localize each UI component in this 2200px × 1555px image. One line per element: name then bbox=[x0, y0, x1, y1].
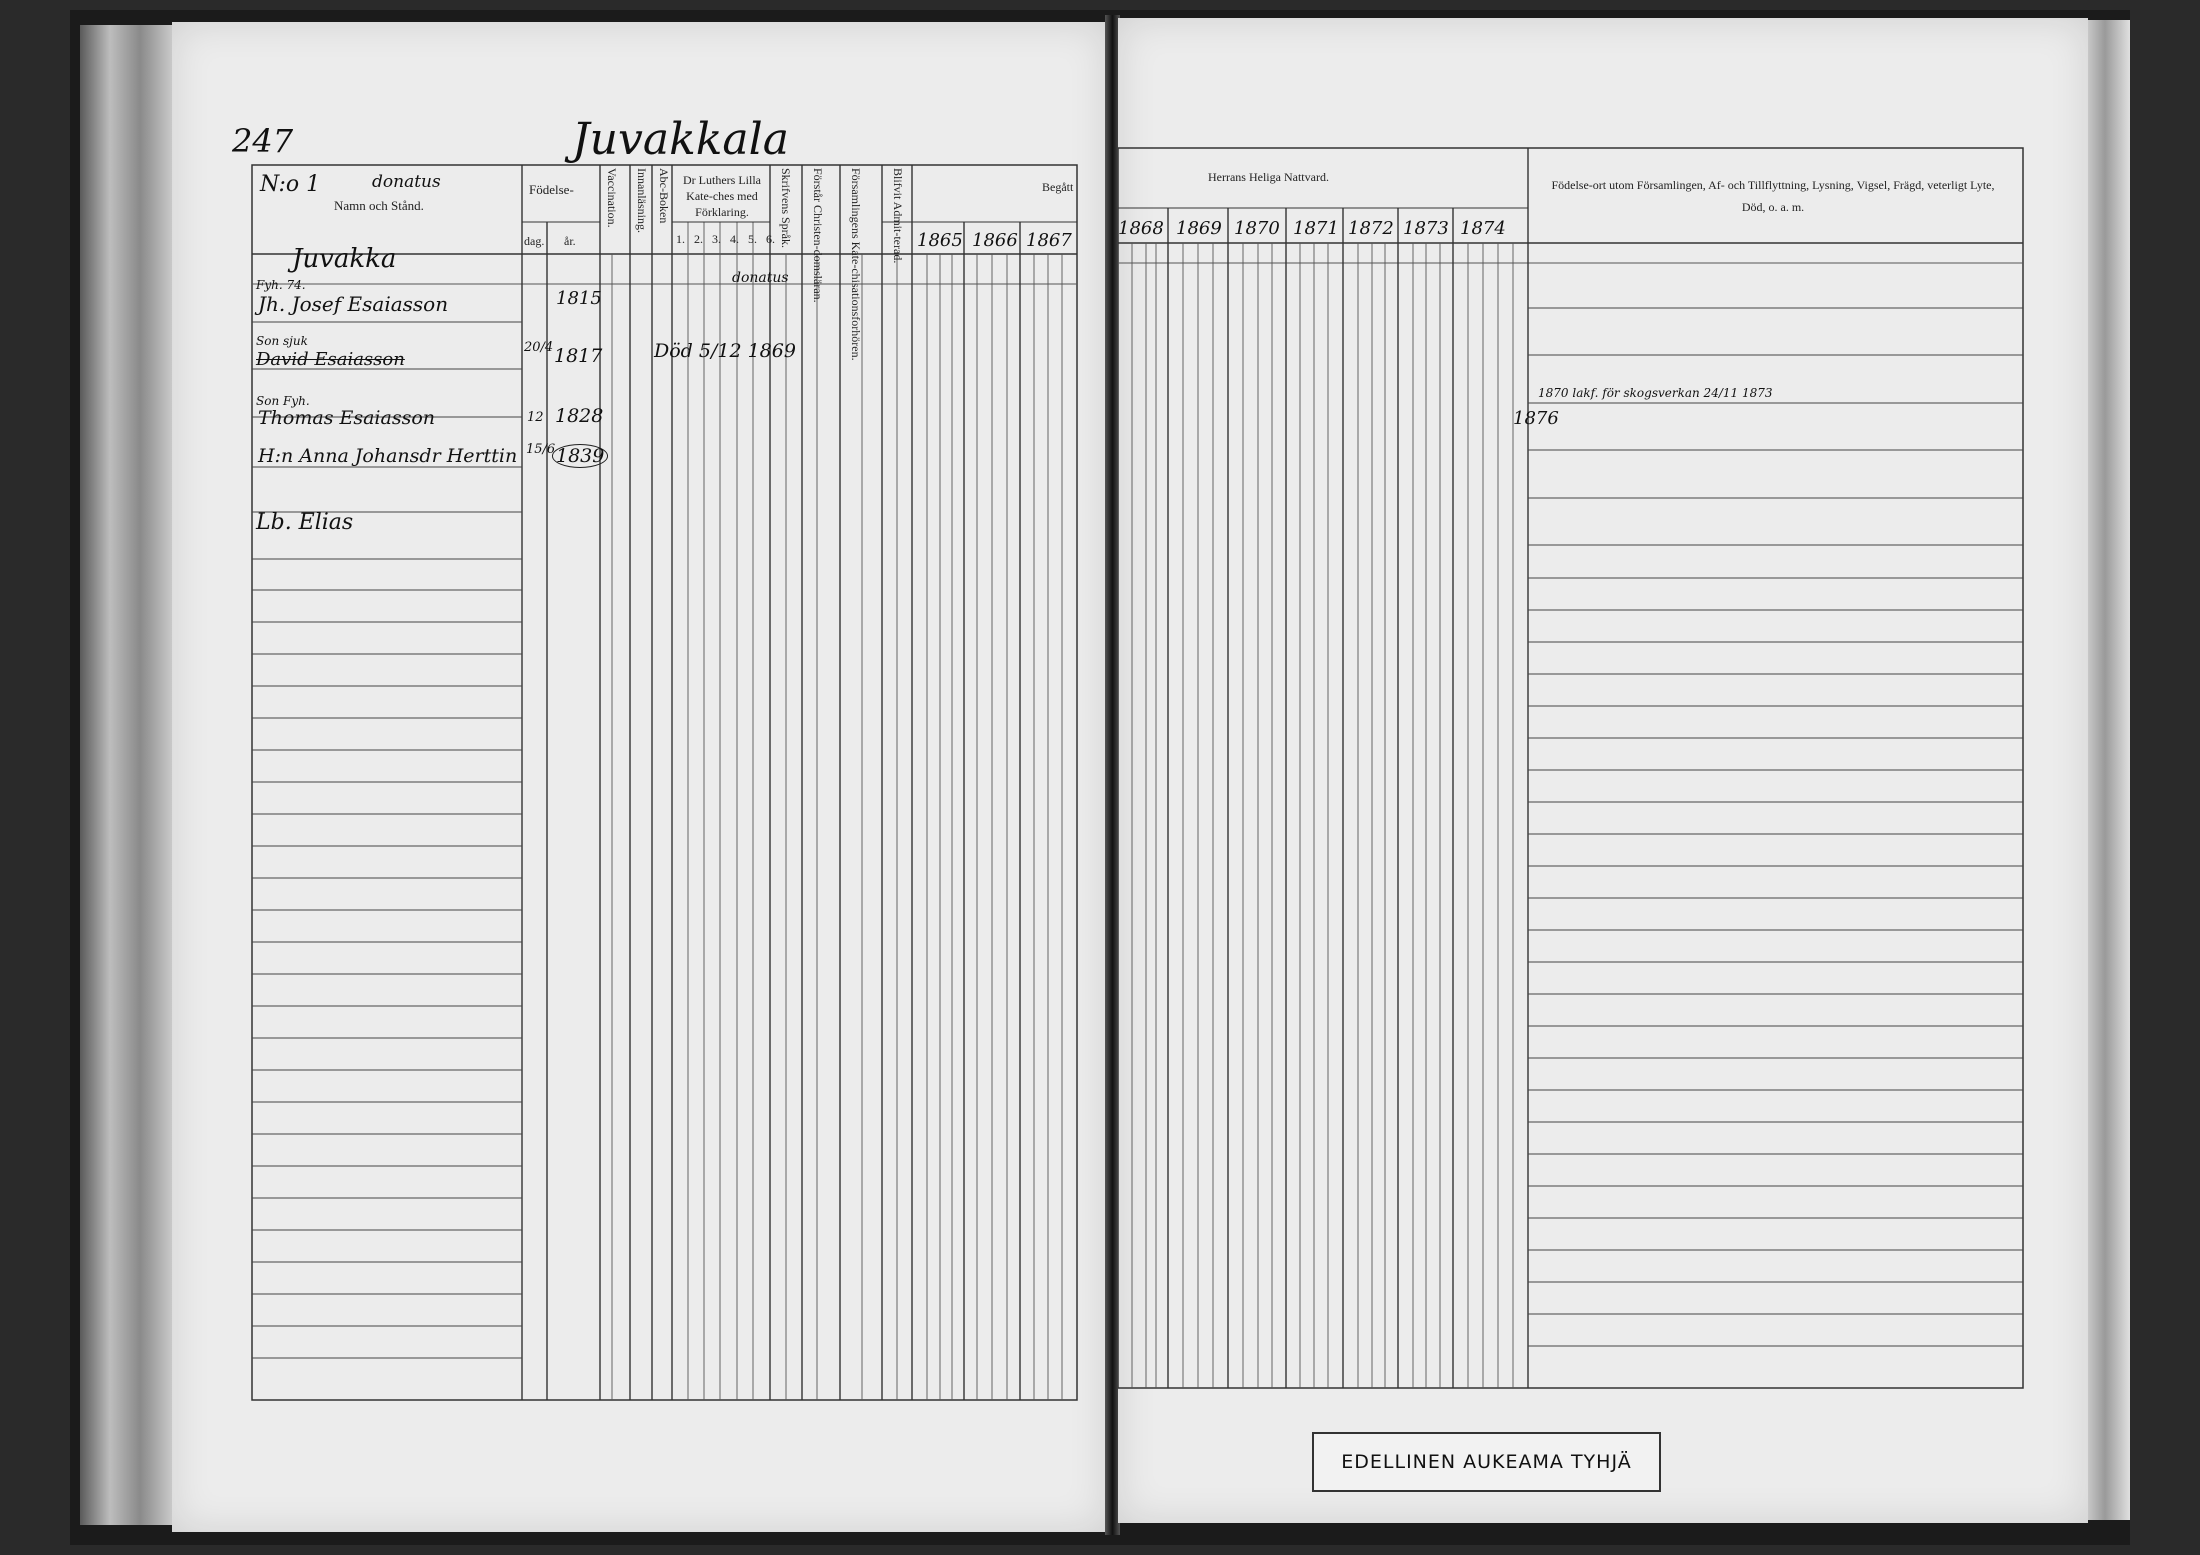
column-skrift-header: Skrifvens Språk. bbox=[779, 168, 793, 248]
column-forsamlingskat-header: Församlingens Kate-chisationsforhören. bbox=[849, 168, 863, 361]
entry-2-dag: 20/4 bbox=[524, 340, 554, 355]
column-dag-header: dag. bbox=[524, 234, 545, 248]
right-page bbox=[1118, 18, 2088, 1523]
year-1871: 1871 bbox=[1293, 218, 1339, 239]
column-abc-header: Abc-Boken bbox=[657, 168, 671, 224]
year-1873: 1873 bbox=[1403, 218, 1449, 239]
column-fodelse-header: Födelse- bbox=[529, 182, 574, 197]
entry-3-name: Thomas Esaiasson bbox=[258, 407, 436, 429]
village-title: Juvakkala bbox=[572, 114, 789, 165]
entry-3-title: Son Fyh. bbox=[256, 394, 310, 408]
year-1866: 1866 bbox=[972, 230, 1018, 251]
year-1874: 1874 bbox=[1460, 218, 1506, 239]
column-begatt-header: Begått bbox=[1042, 180, 1074, 194]
remark-entry-3: 1870 lakf. för skogsverkan 24/11 1873 bbox=[1538, 386, 1773, 400]
year-1872: 1872 bbox=[1348, 218, 1394, 239]
column-luther-header: Dr Luthers Lilla Kate-ches med Förklaring. bbox=[683, 173, 761, 219]
right-page-grid bbox=[1118, 18, 2088, 1523]
entry-2-title: Son sjuk bbox=[256, 334, 308, 348]
year-1868: 1868 bbox=[1118, 218, 1164, 239]
archive-label: EDELLINEN AUKEAMA TYHJÄ bbox=[1312, 1432, 1661, 1492]
entry-2-death-note: Död 5/12 1869 bbox=[654, 340, 796, 362]
entry-3-dag: 12 bbox=[527, 410, 544, 425]
entry-1-note: donatus bbox=[732, 270, 789, 286]
entry-4-year: 1839 bbox=[552, 444, 608, 468]
left-page bbox=[172, 22, 1107, 1532]
year-1869: 1869 bbox=[1176, 218, 1222, 239]
entry-1-name: Jh. Josef Esaiasson bbox=[258, 292, 449, 316]
column-nattvard-header: Herrans Heliga Nattvard. bbox=[1208, 170, 1329, 184]
column-namn-header: Namn och Stånd. bbox=[334, 198, 424, 213]
left-page-edges bbox=[80, 25, 180, 1525]
year-1867: 1867 bbox=[1026, 230, 1072, 251]
entry-1-year: 1815 bbox=[556, 288, 602, 309]
farm-name: Juvakka bbox=[292, 244, 397, 274]
year-1865: 1865 bbox=[917, 230, 963, 251]
column-no-label: N:o 1 bbox=[260, 172, 321, 197]
column-fodelseort-header: Födelse-ort utom Församlingen, Af- och Tillflyttning, Lysning, Vigsel, Frägd, veterligt Lyte, Död, o. a. m. bbox=[1551, 178, 1995, 214]
entry-3-year: 1828 bbox=[555, 405, 604, 427]
entry-2-name: David Esaiasson bbox=[256, 349, 405, 370]
page-number: 247 bbox=[232, 122, 294, 160]
column-blifvit-header: Blifvit Admit-terad. bbox=[891, 168, 905, 264]
remark-year: 1876 bbox=[1513, 408, 1559, 429]
entry-1-title: Fyh. 74. bbox=[256, 278, 306, 292]
entry-4-dag: 15/6 bbox=[526, 442, 556, 457]
entry-2-year: 1817 bbox=[554, 345, 603, 367]
column-ar-header: år. bbox=[564, 234, 576, 248]
year-1870: 1870 bbox=[1234, 218, 1280, 239]
column-forstar-header: Förstår Christen-domsläran. bbox=[811, 168, 825, 303]
column-innanlasning-header: Innanläsning. bbox=[635, 168, 649, 233]
footer-entry: Lb. Elias bbox=[256, 510, 354, 535]
column-luther-numbers: 1. 2. 3. 4. 5. 6. bbox=[676, 232, 775, 246]
column-header-note: donatus bbox=[372, 172, 441, 192]
column-vaccination-header: Vaccination. bbox=[605, 168, 619, 228]
entry-4-name: H:n Anna Johansdr Herttin bbox=[258, 445, 518, 467]
